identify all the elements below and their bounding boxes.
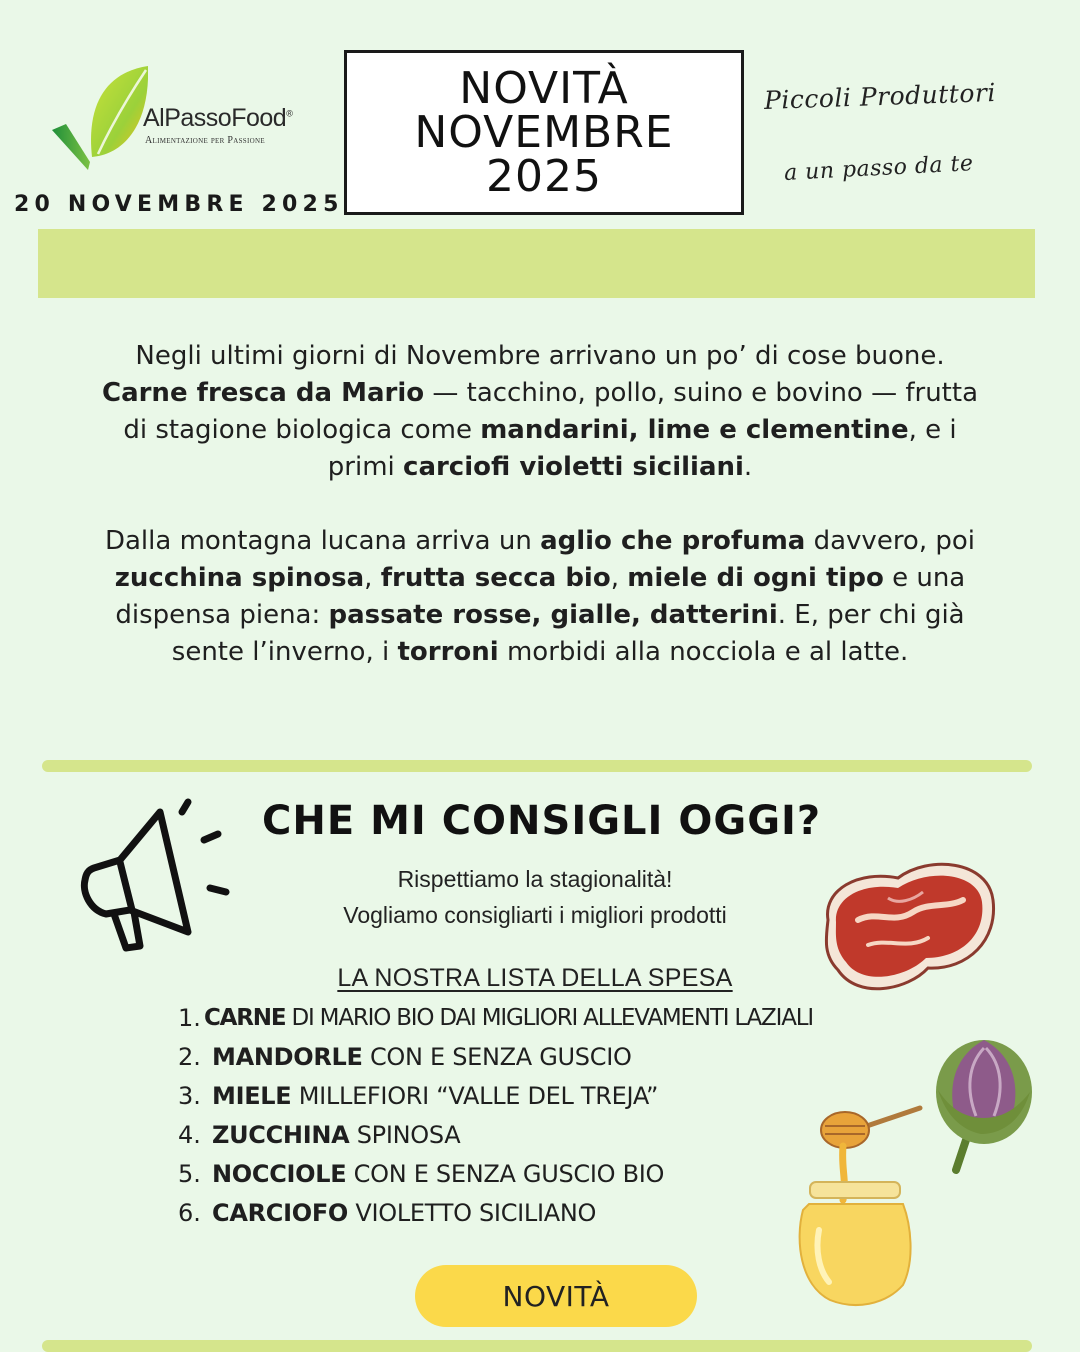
brand-tagline: Alimentazione per Passione [145,135,265,146]
list-item-bold: MANDORLE [212,1042,363,1071]
slogan-line-2: a un passo da te [783,151,975,186]
highlight-text: miele di ogni tipo [627,563,884,593]
list-item-text: DI MARIO BIO DAI MIGLIORI ALLEVAMENTI LAZIALI [285,1004,813,1031]
brand-name: AlPassoFood® [143,104,293,132]
shopping-list [178,998,813,1232]
steak-illustration [818,850,998,1000]
title-line-2: NOVEMBRE [414,106,674,158]
brand-logo [48,62,338,182]
list-item-number: 3. [178,1081,201,1110]
highlight-text: passate rosse, gialle, datterini [328,600,778,630]
bottom-divider [42,1340,1032,1352]
list-item-number: 4. [178,1120,201,1149]
paragraph-text: . E, per chi già sente l’inverno, i [171,600,965,667]
paragraph-text: , [364,563,381,593]
highlight-text: carciofi violetti siciliani [403,452,744,482]
paragraph-text: , [610,563,628,593]
list-item-bold: NOCCIOLE [212,1159,347,1188]
list-item-text: CON E SENZA GUSCIO BIO [346,1159,665,1188]
section-title: CHE MI CONSIGLI OGGI? [262,798,822,844]
list-item-number: 1. [178,1003,201,1032]
list-item-text: CON E SENZA GUSCIO [362,1042,632,1071]
paragraph-text: morbidi alla nocciola e al latte. [498,637,909,667]
paragraph-text: — tacchino, pollo, suino e bovino — frutta di stagione biologica come [123,378,979,445]
megaphone-icon [70,792,240,962]
section-subtitle-2: Vogliamo consigliarti i migliori prodotti [343,902,727,928]
intro-paragraph-2 [90,523,990,671]
paragraph-text: davvero, poi [805,526,976,556]
list-item-number: 5. [178,1159,201,1188]
paragraph-text: . [743,452,753,482]
list-item-text: VIOLETTO SICILIANO [348,1198,597,1227]
paragraph-text: e una dispensa piena: [115,563,966,630]
list-item-bold: MIELE [212,1081,292,1110]
list-item [178,1115,813,1154]
title-box [344,50,744,215]
paragraph-text: Dalla montagna lucana arriva un [104,526,541,556]
paragraph-text: , e i primi [327,415,957,482]
paragraph-text: Negli ultimi giorni di Novembre arrivano un po’ di cose buone. [135,341,945,371]
shopping-list-heading: LA NOSTRA LISTA DELLA SPESA [337,964,733,992]
intro-paragraph-1 [90,338,990,486]
honey-jar-illustration [785,1100,925,1310]
highlight-text: aglio che profuma [540,526,806,556]
list-item-text: SPINOSA [349,1120,461,1149]
section-subtitle-1: Rispettiamo la stagionalità! [397,866,673,892]
header-band [38,229,1035,298]
section-divider [42,760,1032,772]
highlight-text: zucchina spinosa [114,563,365,593]
title-line-1: NOVITÀ [459,62,629,114]
artichoke-illustration [926,1030,1046,1180]
novita-button[interactable]: NOVITÀ [415,1265,697,1327]
list-item-bold: CARNE [204,1004,286,1031]
highlight-text: torroni [397,637,499,667]
list-item [178,1076,813,1115]
publication-date: 20 NOVEMBRE 2025 [14,192,344,217]
list-item-number: 6. [178,1198,201,1227]
list-item-bold: CARCIOFO [212,1198,349,1227]
list-item [178,998,813,1037]
highlight-text: Carne fresca da Mario [101,378,425,408]
list-item [178,1037,813,1076]
highlight-text: frutta secca bio [380,563,611,593]
list-item-bold: ZUCCHINA [212,1120,350,1149]
slogan-line-1: Piccoli Produttori [763,77,997,116]
list-item-number: 2. [178,1042,201,1071]
title-line-3: 2025 [486,150,602,202]
list-item [178,1193,813,1232]
list-item [178,1154,813,1193]
highlight-text: mandarini, lime e clementine [480,415,909,445]
list-item-text: MILLEFIORI “VALLE DEL TREJA” [291,1081,659,1110]
leaf-check-icon [48,62,148,177]
